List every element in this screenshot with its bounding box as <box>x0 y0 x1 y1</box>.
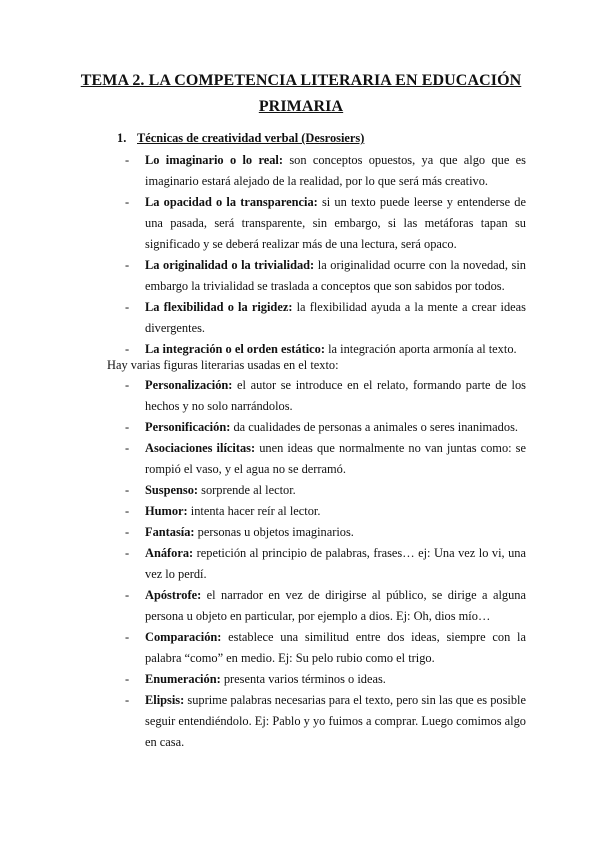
list-item-term: Suspenso: <box>145 483 199 497</box>
intro-paragraph: Hay varias figuras literarias usadas en el texto: <box>107 358 339 372</box>
bullet-dash: - <box>125 378 130 392</box>
bullet-dash: - <box>125 258 130 272</box>
list-item <box>126 669 526 690</box>
title-line-1: TEMA 2. LA COMPETENCIA LITERARIA EN EDUCACIÓN <box>80 72 522 89</box>
bullet-dash: - <box>125 546 130 560</box>
list-item <box>126 150 526 192</box>
bullet-dash: - <box>125 672 130 686</box>
list-item-term: Elipsis: <box>145 693 185 707</box>
list-item <box>126 522 526 543</box>
list-item <box>126 627 526 669</box>
list-item-text: la integración aporta armonía al texto. <box>324 342 517 356</box>
list-item-text: suprime palabras necesarias para el texto, pero sin las que es posible seguir entendiéndolo. Ej: Pablo y yo fuimos a comprar. Luego comimos algo en casa. <box>145 693 526 749</box>
list-item-text: repetición al principio de palabras, frases… ej: Una vez lo vi, una vez lo perdí. <box>145 546 526 581</box>
section-number: 1. <box>117 131 127 145</box>
list-item-text: intenta hacer reír al lector. <box>187 504 321 518</box>
list-item-term: Enumeración: <box>145 672 221 686</box>
bullet-dash: - <box>125 342 130 356</box>
list-item-text: unen ideas que normalmente no van juntas como: se rompió el vaso, y el agua no se derramó. <box>145 441 527 476</box>
list-item-term: Comparación: <box>145 630 222 644</box>
list-item-text: establece una similitud entre dos ideas, siempre con la palabra “como” en medio. Ej: Su pelo rubio como el trigo. <box>145 630 526 665</box>
list-item <box>126 543 526 585</box>
list-item-text: la flexibilidad ayuda a la mente a crear ideas divergentes. <box>145 300 526 335</box>
bullet-dash: - <box>125 195 130 209</box>
list-item-term: Asociaciones ilícitas: <box>145 441 256 455</box>
list-item <box>126 690 526 753</box>
list-item-term: Humor: <box>145 504 188 518</box>
list-item <box>126 375 526 417</box>
list-item <box>126 297 526 339</box>
list-item-term: La integración o el orden estático: <box>145 342 325 356</box>
list-item <box>126 480 526 501</box>
page-title <box>78 68 524 120</box>
list-item-term: Anáfora: <box>145 546 194 560</box>
list-item-text: el narrador en vez de dirigirse al público, se dirige a alguna persona u objeto en particular, por ejemplo a dios. Ej: Oh, dios mío… <box>145 588 526 623</box>
bullet-dash: - <box>125 588 130 602</box>
figures-list <box>126 375 526 753</box>
bullet-dash: - <box>125 441 130 455</box>
list-item <box>126 417 526 438</box>
section-heading-text: Técnicas de creatividad verbal (Desrosiers) <box>137 131 365 145</box>
bullet-dash: - <box>125 420 130 434</box>
list-item-text: sorprende al lector. <box>198 483 296 497</box>
bullet-dash: - <box>125 300 130 314</box>
list-item <box>126 255 526 297</box>
list-item-term: Personalización: <box>145 378 233 392</box>
list-item-term: La opacidad o la transparencia: <box>145 195 318 209</box>
title-line-2: PRIMARIA <box>258 98 344 115</box>
techniques-list <box>126 150 526 360</box>
list-item <box>126 438 526 480</box>
list-item-term: Fantasía: <box>145 525 195 539</box>
list-item-term: La originalidad o la trivialidad: <box>145 258 315 272</box>
list-item-text: si un texto puede leerse y entenderse de una pasada, será transparente, sin embargo, si las metáforas tapan su significado y se deberá realizar más de una lectura, será opaco. <box>145 195 526 251</box>
list-item-text: son conceptos opuestos, ya que algo que es imaginario estará alejado de la realidad, por lo que será más creativo. <box>145 153 526 188</box>
list-item-text: personas u objetos imaginarios. <box>194 525 354 539</box>
bullet-dash: - <box>125 153 130 167</box>
list-item <box>126 192 526 255</box>
bullet-dash: - <box>125 630 130 644</box>
bullet-dash: - <box>125 693 130 707</box>
bullet-dash: - <box>125 525 130 539</box>
bullet-dash: - <box>125 504 130 518</box>
list-item-text: da cualidades de personas a animales o seres inanimados. <box>230 420 518 434</box>
list-item-text: presenta varios términos o ideas. <box>220 672 386 686</box>
list-item-term: Lo imaginario o lo real: <box>145 153 283 167</box>
list-item <box>126 501 526 522</box>
list-item-term: Apóstrofe: <box>145 588 202 602</box>
bullet-dash: - <box>125 483 130 497</box>
list-item-text: la originalidad ocurre con la novedad, sin embargo la trivialidad se traslada a conceptos que son sabidos por todos. <box>145 258 526 293</box>
list-item-text: el autor se introduce en el relato, formando parte de los hechos y no solo narrándolos. <box>145 378 526 413</box>
list-item-term: Personificación: <box>145 420 231 434</box>
list-item-term: La flexibilidad o la rigidez: <box>145 300 293 314</box>
list-item <box>126 585 526 627</box>
